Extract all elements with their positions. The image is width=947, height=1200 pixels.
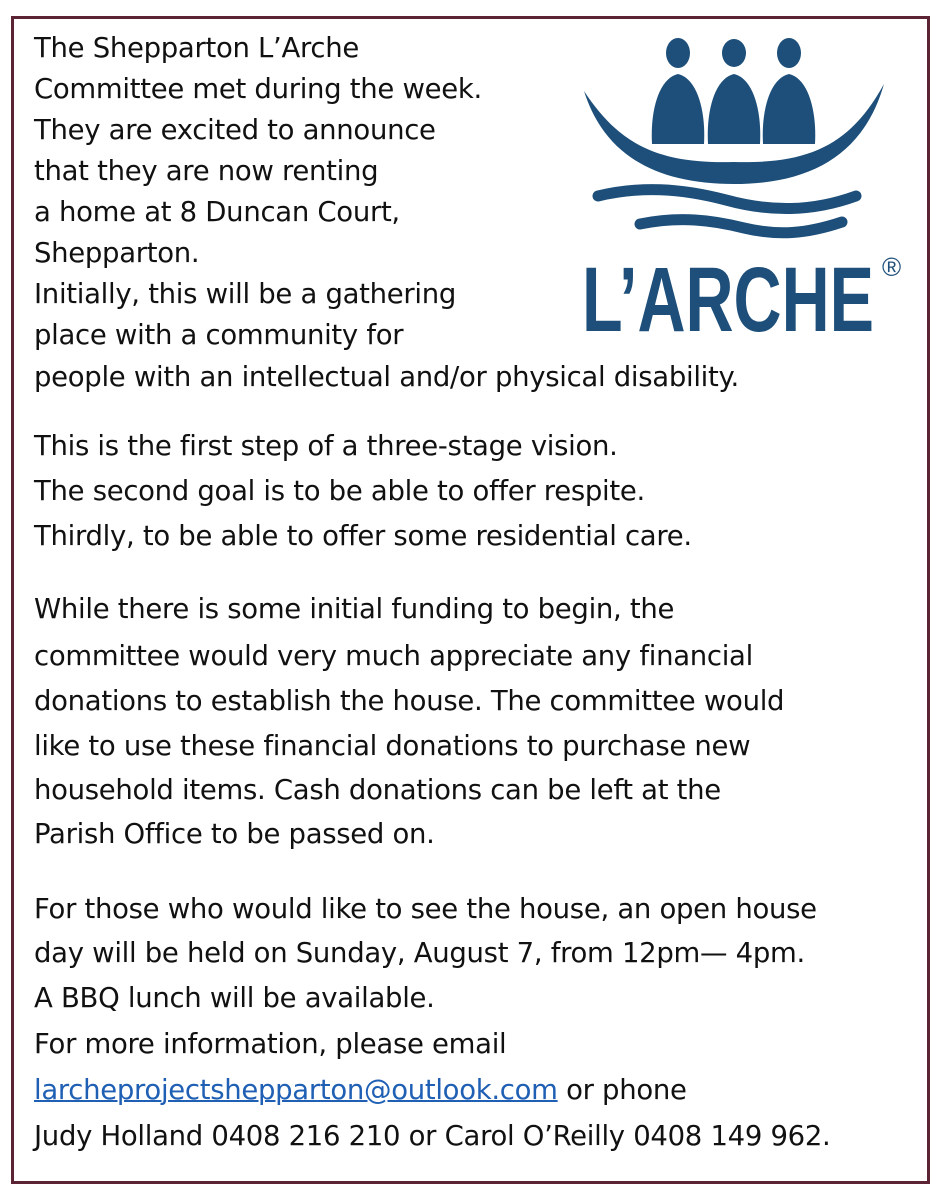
intro-line: place with a community for	[34, 319, 404, 351]
vision-line: The second goal is to be able to offer respite.	[34, 475, 645, 507]
intro-line: that they are now renting	[34, 155, 379, 187]
registered-mark: ®	[882, 252, 902, 282]
email-link[interactable]: larcheprojectshepparton@outlook.com	[34, 1074, 558, 1106]
intro-line: a home at 8 Duncan Court,	[34, 196, 400, 228]
funding-line: like to use these financial donations to purchase new	[34, 730, 751, 762]
open-house-line: For more information, please email	[34, 1028, 507, 1060]
email-line	[34, 1074, 687, 1106]
logo-wordmark: L’ARCHE	[582, 249, 874, 346]
funding-line: Parish Office to be passed on.	[34, 818, 435, 850]
funding-line: committee would very much appreciate any financial	[34, 640, 753, 672]
intro-line: Initially, this will be a gathering	[34, 278, 457, 310]
vision-line: Thirdly, to be able to offer some residential care.	[34, 520, 692, 552]
intro-line: They are excited to announce	[34, 114, 436, 146]
logo-waves-icon	[598, 190, 856, 233]
intro-line: The Shepparton L’Arche	[34, 32, 359, 64]
intro-line: Shepparton.	[34, 237, 200, 269]
intro-line: people with an intellectual and/or physical disability.	[34, 361, 739, 393]
vision-line: This is the first step of a three-stage vision.	[34, 430, 618, 462]
funding-line: household items. Cash donations can be left at the	[34, 774, 721, 806]
open-house-line: A BBQ lunch will be available.	[34, 982, 435, 1014]
larche-logo	[580, 36, 916, 346]
funding-line: While there is some initial funding to begin, the	[34, 593, 675, 625]
email-suffix: or phone	[557, 1074, 687, 1106]
open-house-line: day will be held on Sunday, August 7, from 12pm— 4pm.	[34, 937, 805, 969]
open-house-line: For those who would like to see the house, an open house	[34, 893, 817, 925]
funding-line: donations to establish the house. The committee would	[34, 685, 785, 717]
phone-line: Judy Holland 0408 216 210 or Carol O’Reilly 0408 149 962.	[34, 1120, 831, 1152]
intro-line: Committee met during the week.	[34, 73, 482, 105]
logo-figures-icon	[652, 38, 816, 144]
